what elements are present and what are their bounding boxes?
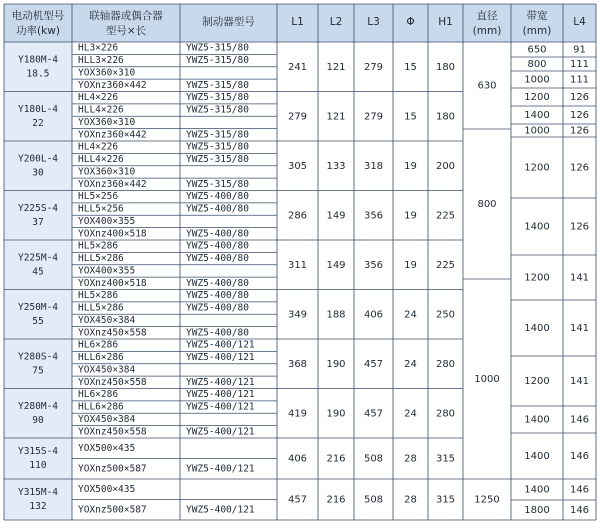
phi-value: 28 (404, 494, 417, 506)
l3-value: 279 (363, 111, 384, 123)
motor-cell-bg (4, 240, 72, 290)
l3-value: 508 (363, 453, 384, 465)
phi-value: 15 (404, 61, 417, 73)
phi-value: 15 (404, 111, 417, 123)
brake-model: YWZ5-400/121 (186, 376, 255, 388)
belt-width: 1200 (524, 376, 550, 387)
coupling-model: YOX450×384 (78, 413, 136, 425)
l2-value: 149 (326, 259, 346, 271)
h1-value: 315 (435, 453, 456, 465)
l4-value: 146 (569, 505, 590, 516)
l3-value: 406 (363, 309, 384, 321)
l4-value: 141 (569, 376, 590, 387)
brake-model: YWZ5-400/121 (186, 389, 255, 401)
brake-model: YWZ5-400/80 (186, 302, 249, 314)
l4-value: 126 (569, 162, 590, 174)
coupling-model: YOX500×435 (78, 483, 136, 495)
motor-power: 18.5 (26, 68, 50, 80)
h1-value: 315 (435, 494, 456, 506)
coupling-model: YOXnz450×558 (78, 327, 147, 339)
coupling-model: HL6×286 (78, 389, 119, 401)
coupling-model: HLL5×256 (78, 203, 124, 215)
belt-width: 1200 (524, 92, 550, 103)
l4-value: 141 (569, 323, 590, 334)
l1-value: 349 (287, 309, 308, 321)
brake-model: YWZ5-315/80 (186, 55, 249, 67)
l2-value: 133 (326, 160, 346, 172)
l3-value: 508 (363, 494, 384, 506)
l4-value: 146 (569, 451, 590, 462)
coupling-model: YOXnz360×442 (78, 129, 147, 141)
motor-model: Y180L-4 (17, 103, 59, 115)
belt-width: 800 (527, 59, 547, 70)
l4-value: 146 (569, 414, 590, 426)
brake-model: YWZ5-315/80 (186, 42, 249, 54)
belt-width: 1200 (524, 162, 550, 174)
motor-power: 110 (29, 460, 47, 471)
h1-value: 280 (435, 408, 456, 420)
coupling-model: YOX360×310 (78, 67, 136, 79)
motor-cell-bg (4, 438, 72, 479)
motor-cell-bg (4, 290, 72, 340)
coupling-model: HLL4×226 (78, 154, 124, 166)
brake-model: YWZ5-315/80 (186, 141, 249, 153)
l1-value: 457 (287, 494, 308, 506)
l2-value: 121 (326, 61, 346, 73)
belt-width: 1800 (524, 505, 550, 516)
motor-model: Y225M-4 (17, 252, 59, 264)
motor-power: 75 (32, 365, 44, 377)
motor-power: 37 (32, 216, 44, 228)
brake-model: YWZ5-400/121 (186, 401, 255, 413)
phi-value: 28 (404, 453, 417, 465)
coupling-model: HL4×226 (78, 92, 119, 104)
motor-power: 30 (32, 167, 44, 179)
l2-value: 121 (326, 111, 346, 123)
header-l1: L1 (291, 16, 304, 28)
coupling-model: YOXnz360×442 (78, 79, 147, 91)
l3-value: 279 (363, 61, 384, 73)
coupling-model: HL5×256 (78, 191, 119, 203)
belt-width: 1400 (524, 221, 550, 233)
header-h1: H1 (438, 16, 453, 28)
l2-value: 190 (326, 408, 346, 420)
l3-value: 318 (363, 160, 384, 172)
header-power: 功率(kw) (16, 25, 60, 37)
belt-width: 1400 (524, 484, 550, 496)
l1-value: 305 (287, 160, 308, 172)
coupling-model: YOX400×355 (78, 215, 136, 227)
coupling-model: YOX360×310 (78, 166, 136, 178)
brake-model: YWZ5-400/121 (186, 339, 255, 351)
brake-model: YWZ5-400/80 (186, 203, 249, 215)
motor-model: Y200L-4 (17, 153, 59, 165)
brake-model: YWZ5-400/80 (186, 277, 249, 289)
motor-power: 22 (32, 117, 44, 129)
motor-power: 55 (32, 315, 44, 327)
brake-model: YWZ5-315/80 (186, 129, 249, 141)
coupling-model: YOX500×435 (78, 442, 136, 454)
motor-model: Y180M-4 (17, 54, 59, 66)
l4-value: 126 (569, 110, 590, 121)
header-motor: 电动机型号 (11, 10, 65, 22)
l3-value: 356 (363, 259, 384, 271)
brake-model: YWZ5-400/121 (186, 504, 255, 516)
motor-power: 132 (29, 501, 47, 512)
motor-model: Y315S-4 (17, 446, 59, 457)
motor-power: 90 (32, 414, 44, 426)
l4-value: 146 (569, 484, 590, 496)
brake-model: YWZ5-400/80 (186, 191, 249, 203)
header-diameter-unit: (mm) (472, 25, 502, 37)
header-l3: L3 (367, 16, 380, 28)
brake-model: YWZ5-315/80 (186, 79, 249, 91)
belt-width: 1000 (524, 74, 550, 86)
h1-value: 280 (435, 358, 456, 370)
header-coupling-model: 型号×长 (105, 25, 147, 37)
coupling-model: YOXnz500×587 (78, 504, 147, 516)
l1-value: 241 (287, 61, 308, 73)
l1-value: 419 (287, 408, 308, 420)
coupling-model: YOXnz400×518 (78, 228, 147, 240)
h1-value: 225 (435, 210, 456, 222)
belt-width: 650 (527, 44, 547, 56)
motor-model: Y250M-4 (17, 301, 59, 313)
phi-value: 24 (404, 408, 417, 420)
drum-diameter: 1000 (474, 374, 500, 385)
coupling-model: HL4×226 (78, 141, 119, 153)
coupling-model: YOXnz450×558 (78, 426, 147, 438)
brake-model: YWZ5-315/80 (186, 178, 249, 190)
l1-value: 368 (287, 358, 308, 370)
brake-model: YWZ5-400/80 (186, 327, 249, 339)
l2-value: 149 (326, 210, 346, 222)
belt-width: 1200 (524, 272, 550, 284)
phi-value: 19 (404, 210, 417, 222)
belt-width: 1400 (524, 323, 550, 334)
l2-value: 188 (326, 309, 346, 321)
header-phi: Φ (406, 16, 415, 28)
coupling-model: YOX450×384 (78, 314, 136, 326)
coupling-model: HL6×286 (78, 339, 119, 351)
brake-model: YWZ5-400/80 (186, 253, 249, 265)
header-belt-width: 带宽 (526, 10, 548, 22)
l3-value: 356 (363, 210, 384, 222)
coupling-model: HL3×226 (78, 42, 119, 54)
coupling-model: YOX400×355 (78, 265, 136, 277)
l4-value: 126 (569, 125, 590, 137)
h1-value: 200 (435, 160, 456, 172)
belt-width: 1400 (524, 110, 550, 121)
header-belt-width-unit: (mm) (522, 25, 552, 37)
motor-model: Y280S-4 (17, 351, 59, 363)
motor-cell-bg (4, 92, 72, 142)
motor-cell-bg (4, 479, 72, 520)
l1-value: 286 (287, 210, 308, 222)
drum-diameter: 1250 (474, 494, 500, 506)
belt-width: 1400 (524, 451, 550, 462)
drum-diameter: 800 (477, 199, 497, 210)
l3-value: 457 (363, 408, 384, 420)
coupling-model: HL5×286 (78, 290, 119, 302)
header-coupling: 联轴器或偶合器 (89, 10, 163, 22)
brake-model: YWZ5-400/80 (186, 240, 249, 252)
h1-value: 180 (435, 61, 456, 73)
coupling-model: HLL6×286 (78, 401, 124, 413)
brake-model: YWZ5-400/80 (186, 290, 249, 302)
motor-power: 45 (32, 266, 44, 278)
coupling-model: HL5×286 (78, 240, 119, 252)
l1-value: 311 (287, 259, 308, 271)
coupling-model: YOX360×310 (78, 116, 136, 128)
brake-model: YWZ5-400/121 (186, 463, 255, 475)
motor-cell-bg (4, 191, 72, 241)
l4-value: 126 (569, 92, 590, 103)
brake-model: YWZ5-315/80 (186, 92, 249, 104)
phi-value: 19 (404, 160, 417, 172)
coupling-model: HLL3×226 (78, 55, 124, 67)
l3-value: 457 (363, 358, 384, 370)
drum-diameter: 630 (477, 80, 497, 92)
brake-model: YWZ5-400/121 (186, 426, 255, 438)
l4-value: 91 (573, 44, 586, 56)
phi-value: 24 (404, 358, 417, 370)
coupling-model: HLL6×286 (78, 352, 124, 364)
motor-cell-bg (4, 389, 72, 439)
coupling-model: YOXnz450×558 (78, 376, 147, 388)
l1-value: 279 (287, 111, 308, 123)
header-l2: L2 (329, 16, 343, 28)
l1-value: 406 (287, 453, 308, 465)
motor-cell-bg (4, 42, 72, 92)
brake-model: YWZ5-400/80 (186, 228, 249, 240)
l2-value: 216 (326, 494, 346, 506)
coupling-model: YOXnz400×518 (78, 277, 147, 289)
l4-value: 141 (569, 272, 590, 284)
l4-value: 111 (569, 74, 590, 86)
motor-cell-bg (4, 141, 72, 191)
belt-width: 1400 (524, 414, 550, 426)
motor-cell-bg (4, 339, 72, 389)
motor-model: Y315M-4 (17, 487, 59, 498)
phi-value: 24 (404, 309, 417, 321)
header-brake: 制动器型号 (202, 16, 255, 28)
coupling-model: HLL4×226 (78, 104, 124, 116)
coupling-model: HLL5×286 (78, 302, 124, 314)
coupling-model: YOXnz360×442 (78, 178, 147, 190)
h1-value: 180 (435, 111, 456, 123)
coupling-model: HLL5×286 (78, 253, 124, 265)
phi-value: 19 (404, 259, 417, 271)
brake-model: YWZ5-315/80 (186, 154, 249, 166)
h1-value: 250 (435, 309, 456, 321)
header-diameter: 直径 (476, 10, 498, 22)
brake-model: YWZ5-315/80 (186, 104, 249, 116)
l2-value: 216 (326, 453, 346, 465)
motor-model: Y280M-4 (17, 400, 59, 412)
motor-model: Y225S-4 (17, 202, 59, 214)
brake-model: YWZ5-400/121 (186, 352, 255, 364)
l4-value: 111 (569, 59, 590, 70)
belt-width: 1000 (524, 125, 550, 137)
l4-value: 126 (569, 221, 590, 233)
l2-value: 190 (326, 358, 346, 370)
header-l4: L4 (573, 16, 586, 28)
h1-value: 225 (435, 259, 456, 271)
coupling-model: YOXnz500×587 (78, 463, 147, 475)
coupling-model: YOX450×384 (78, 364, 136, 376)
